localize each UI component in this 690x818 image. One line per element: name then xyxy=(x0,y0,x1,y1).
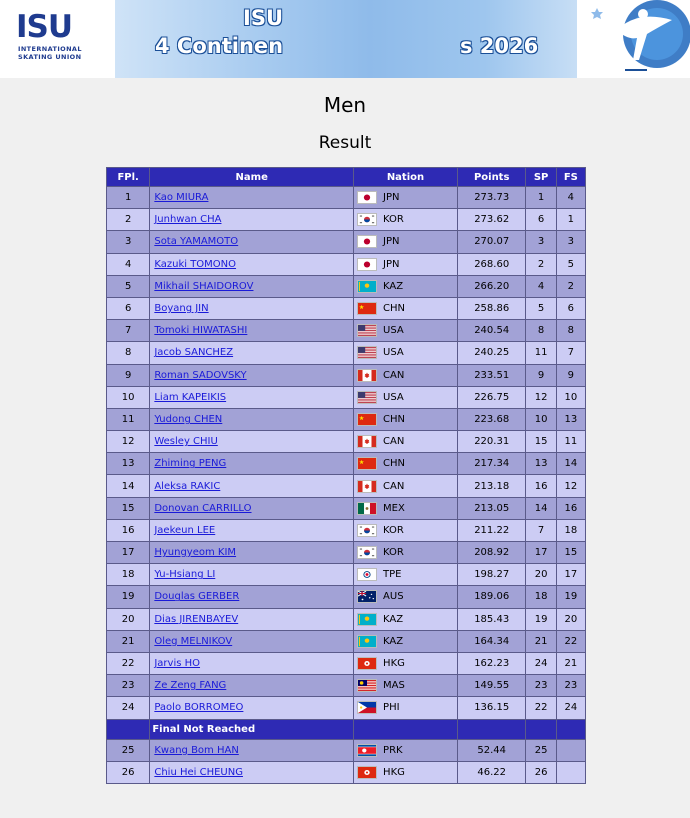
sp-rank-cell: 20 xyxy=(526,564,555,585)
points-cell: 217.34 xyxy=(458,453,526,474)
skater-link[interactable]: Oleg MELNIKOV xyxy=(154,635,233,647)
fs-rank-cell: 15 xyxy=(557,542,585,563)
skater-link[interactable]: Jacob SANCHEZ xyxy=(154,347,234,359)
table-row xyxy=(107,431,585,452)
nation-cell xyxy=(354,298,457,319)
section-blank xyxy=(557,720,585,739)
nation-cell xyxy=(354,209,457,230)
flag-icon xyxy=(357,701,377,714)
section-blank xyxy=(107,720,149,739)
sp-rank-cell: 17 xyxy=(526,542,555,563)
points-cell: 223.68 xyxy=(458,409,526,430)
table-row xyxy=(107,520,585,541)
skater-graphic xyxy=(577,0,690,78)
nation-code: CAN xyxy=(383,369,405,381)
sp-rank-cell: 18 xyxy=(526,586,555,607)
banner-isu-text: ISU xyxy=(243,6,283,30)
sp-rank-cell: 9 xyxy=(526,365,555,386)
nation-cell xyxy=(354,365,457,386)
nation-code: USA xyxy=(383,347,404,359)
place-cell: 5 xyxy=(107,276,149,297)
table-row xyxy=(107,209,585,230)
sp-rank-cell: 16 xyxy=(526,475,555,496)
table-row xyxy=(107,564,585,585)
nation-cell xyxy=(354,609,457,630)
nation-code: KAZ xyxy=(383,280,404,292)
nation-code: CHN xyxy=(383,303,406,315)
nation-cell xyxy=(354,276,457,297)
points-cell: 268.60 xyxy=(458,254,526,275)
sp-rank-cell: 1 xyxy=(526,187,555,208)
nation-code: CHN xyxy=(383,413,406,425)
fs-rank-cell: 13 xyxy=(557,409,585,430)
fs-rank-cell: 23 xyxy=(557,675,585,696)
flag-icon xyxy=(357,280,377,293)
place-cell: 26 xyxy=(107,762,149,783)
place-cell: 12 xyxy=(107,431,149,452)
place-cell: 18 xyxy=(107,564,149,585)
place-cell: 24 xyxy=(107,697,149,718)
points-cell: 273.73 xyxy=(458,187,526,208)
fs-rank-cell: 12 xyxy=(557,475,585,496)
points-cell: 149.55 xyxy=(458,675,526,696)
nation-cell xyxy=(354,740,457,761)
results-body xyxy=(107,187,585,783)
name-cell xyxy=(150,387,353,408)
fs-rank-cell: 16 xyxy=(557,498,585,519)
sp-rank-cell: 4 xyxy=(526,276,555,297)
flag-icon xyxy=(357,546,377,559)
sp-rank-cell: 22 xyxy=(526,697,555,718)
nation-cell xyxy=(354,320,457,341)
skater-link[interactable]: Mikhail SHAIDOROV xyxy=(154,280,254,292)
skater-link[interactable]: Paolo BORROMEO xyxy=(154,702,244,714)
section-label: Final Not Reached xyxy=(150,720,353,739)
nation-code: AUS xyxy=(383,591,404,603)
skater-link[interactable]: Junhwan CHA xyxy=(154,214,222,226)
points-cell: 240.25 xyxy=(458,342,526,363)
skater-link[interactable]: Donovan CARRILLO xyxy=(154,502,252,514)
points-cell: 198.27 xyxy=(458,564,526,585)
skater-link[interactable]: Kao MIURA xyxy=(154,192,209,204)
flag-icon xyxy=(357,613,377,626)
nation-code: KOR xyxy=(383,547,404,559)
nation-cell xyxy=(354,475,457,496)
flag-icon xyxy=(357,457,377,470)
place-cell: 13 xyxy=(107,453,149,474)
flag-icon xyxy=(357,679,377,692)
table-row xyxy=(107,409,585,430)
sp-rank-cell: 26 xyxy=(526,762,555,783)
flag-icon xyxy=(357,524,377,537)
flag-icon xyxy=(357,302,377,315)
sp-rank-cell: 8 xyxy=(526,320,555,341)
name-cell xyxy=(150,298,353,319)
sp-rank-cell: 21 xyxy=(526,631,555,652)
flag-icon xyxy=(357,235,377,248)
flag-icon xyxy=(357,369,377,382)
points-cell: 266.20 xyxy=(458,276,526,297)
table-row xyxy=(107,231,585,252)
name-cell xyxy=(150,453,353,474)
flag-icon xyxy=(357,324,377,337)
page-title: Men xyxy=(323,93,367,117)
sp-rank-cell: 19 xyxy=(526,609,555,630)
sp-rank-cell: 7 xyxy=(526,520,555,541)
nation-code: TPE xyxy=(383,569,402,581)
place-cell: 21 xyxy=(107,631,149,652)
name-cell xyxy=(150,276,353,297)
table-row xyxy=(107,498,585,519)
fs-rank-cell: 11 xyxy=(557,431,585,452)
fs-rank-cell: 8 xyxy=(557,320,585,341)
sp-rank-cell: 11 xyxy=(526,342,555,363)
points-cell: 273.62 xyxy=(458,209,526,230)
name-cell xyxy=(150,740,353,761)
skater-link[interactable]: Douglas GERBER xyxy=(154,591,240,603)
fs-rank-cell: 17 xyxy=(557,564,585,585)
place-cell: 25 xyxy=(107,740,149,761)
place-cell: 2 xyxy=(107,209,149,230)
place-cell: 3 xyxy=(107,231,149,252)
table-row xyxy=(107,475,585,496)
table-header-row xyxy=(107,168,585,186)
nation-cell xyxy=(354,631,457,652)
section-blank xyxy=(526,720,555,739)
name-cell xyxy=(150,586,353,607)
nation-code: KOR xyxy=(383,214,404,226)
table-row xyxy=(107,740,585,761)
sp-rank-cell: 24 xyxy=(526,653,555,674)
skater-link[interactable]: Aleksa RAKIC xyxy=(154,480,221,492)
sp-rank-cell: 10 xyxy=(526,409,555,430)
place-cell: 20 xyxy=(107,609,149,630)
skater-link[interactable]: Sota YAMAMOTO xyxy=(154,236,239,248)
points-cell: 52.44 xyxy=(458,740,526,761)
fs-rank-cell: 22 xyxy=(557,631,585,652)
points-cell: 233.51 xyxy=(458,365,526,386)
sp-rank-cell: 23 xyxy=(526,675,555,696)
fs-rank-cell: 21 xyxy=(557,653,585,674)
skater-link[interactable]: Jaekeun LEE xyxy=(154,524,216,536)
section-blank xyxy=(354,720,457,739)
header-points: Points xyxy=(458,168,526,186)
nation-cell xyxy=(354,409,457,430)
name-cell xyxy=(150,542,353,563)
nation-cell xyxy=(354,653,457,674)
nation-cell xyxy=(354,675,457,696)
flag-icon xyxy=(357,391,377,404)
points-cell: 258.86 xyxy=(458,298,526,319)
nation-cell xyxy=(354,387,457,408)
section-row-final-not-reached xyxy=(107,720,585,739)
nation-cell xyxy=(354,431,457,452)
place-cell: 17 xyxy=(107,542,149,563)
fs-rank-cell: 5 xyxy=(557,254,585,275)
name-cell xyxy=(150,675,353,696)
table-row xyxy=(107,276,585,297)
fs-rank-cell: 6 xyxy=(557,298,585,319)
place-cell: 23 xyxy=(107,675,149,696)
banner-title-area xyxy=(115,0,577,78)
flag-icon xyxy=(357,258,377,271)
skater-link[interactable]: Boyang JIN xyxy=(154,303,209,315)
skater-link[interactable]: Zhiming PENG xyxy=(154,458,227,470)
nation-cell xyxy=(354,564,457,585)
header-nation: Nation xyxy=(354,168,457,186)
flag-icon xyxy=(357,635,377,648)
nation-code: PHI xyxy=(383,702,400,714)
page-subtitle: Result xyxy=(318,133,372,153)
name-cell xyxy=(150,209,353,230)
table-row xyxy=(107,187,585,208)
skater-link[interactable]: Tomoki HIWATASHI xyxy=(154,325,248,337)
table-row xyxy=(107,320,585,341)
nation-code: MEX xyxy=(383,502,405,514)
sp-rank-cell: 25 xyxy=(526,740,555,761)
points-cell: 164.34 xyxy=(458,631,526,652)
banner-event-name: 4 Continen xyxy=(155,34,284,58)
place-cell: 9 xyxy=(107,365,149,386)
skater-link[interactable]: Yu-Hsiang LI xyxy=(154,569,216,581)
table-row xyxy=(107,365,585,386)
table-row xyxy=(107,609,585,630)
flag-icon xyxy=(357,435,377,448)
nation-code: JPN xyxy=(383,236,400,248)
sp-rank-cell: 5 xyxy=(526,298,555,319)
nation-cell xyxy=(354,254,457,275)
name-cell xyxy=(150,609,353,630)
points-cell: 226.75 xyxy=(458,387,526,408)
skater-link[interactable]: Hyungyeom KIM xyxy=(154,547,237,559)
name-cell xyxy=(150,520,353,541)
nation-cell xyxy=(354,498,457,519)
name-cell xyxy=(150,475,353,496)
fs-rank-cell: 9 xyxy=(557,365,585,386)
place-cell: 15 xyxy=(107,498,149,519)
nation-code: USA xyxy=(383,325,404,337)
table-row xyxy=(107,631,585,652)
isu-logo-text: ISU xyxy=(16,9,73,45)
fs-rank-cell: 19 xyxy=(557,586,585,607)
points-cell: 185.43 xyxy=(458,609,526,630)
nation-code: JPN xyxy=(383,258,400,270)
flag-icon xyxy=(357,568,377,581)
header-fpl: FPl. xyxy=(107,168,149,186)
points-cell: 270.07 xyxy=(458,231,526,252)
nation-code: CAN xyxy=(383,480,405,492)
place-cell: 11 xyxy=(107,409,149,430)
sp-rank-cell: 13 xyxy=(526,453,555,474)
nation-cell xyxy=(354,762,457,783)
fs-rank-cell: 7 xyxy=(557,342,585,363)
nation-cell xyxy=(354,453,457,474)
flag-icon xyxy=(357,413,377,426)
fs-rank-cell: 24 xyxy=(557,697,585,718)
flag-icon xyxy=(357,213,377,226)
nation-code: CHN xyxy=(383,458,406,470)
skater-link[interactable]: Kazuki TOMONO xyxy=(154,258,237,270)
table-row xyxy=(107,762,585,783)
sp-rank-cell: 12 xyxy=(526,387,555,408)
table-row xyxy=(107,387,585,408)
fs-rank-cell: 18 xyxy=(557,520,585,541)
nation-cell xyxy=(354,697,457,718)
flag-icon xyxy=(357,744,377,757)
place-cell: 22 xyxy=(107,653,149,674)
banner-event-year: s 2026 xyxy=(460,34,539,58)
place-cell: 16 xyxy=(107,520,149,541)
nation-cell xyxy=(354,342,457,363)
nation-cell xyxy=(354,520,457,541)
nation-code: KAZ xyxy=(383,613,404,625)
flag-icon xyxy=(357,590,377,603)
name-cell xyxy=(150,254,353,275)
sp-rank-cell: 15 xyxy=(526,431,555,452)
name-cell xyxy=(150,631,353,652)
isu-logo-subtext: INTERNATIONAL SKATING UNION xyxy=(18,45,82,61)
name-cell xyxy=(150,564,353,585)
skater-link[interactable]: Ze Zeng FANG xyxy=(154,680,227,692)
table-row xyxy=(107,254,585,275)
name-cell xyxy=(150,342,353,363)
skater-link[interactable]: Chiu Hei CHEUNG xyxy=(154,766,243,778)
fs-rank-cell xyxy=(557,762,585,783)
section-blank xyxy=(458,720,526,739)
place-cell: 8 xyxy=(107,342,149,363)
nation-cell xyxy=(354,542,457,563)
place-cell: 10 xyxy=(107,387,149,408)
flag-icon xyxy=(357,766,377,779)
skater-link[interactable]: Roman SADOVSKY xyxy=(154,369,247,381)
points-cell: 211.22 xyxy=(458,520,526,541)
place-cell: 19 xyxy=(107,586,149,607)
name-cell xyxy=(150,762,353,783)
sp-rank-cell: 3 xyxy=(526,231,555,252)
fs-rank-cell: 4 xyxy=(557,187,585,208)
table-row xyxy=(107,697,585,718)
nation-code: JPN xyxy=(383,192,400,204)
points-cell: 208.92 xyxy=(458,542,526,563)
nation-cell xyxy=(354,231,457,252)
sp-rank-cell: 14 xyxy=(526,498,555,519)
nation-cell xyxy=(354,187,457,208)
flag-icon xyxy=(357,480,377,493)
name-cell xyxy=(150,653,353,674)
table-row xyxy=(107,586,585,607)
points-cell: 189.06 xyxy=(458,586,526,607)
nation-code: USA xyxy=(383,391,404,403)
place-cell: 4 xyxy=(107,254,149,275)
nation-code: KOR xyxy=(383,524,404,536)
name-cell xyxy=(150,431,353,452)
table-row xyxy=(107,298,585,319)
fs-rank-cell: 3 xyxy=(557,231,585,252)
event-banner xyxy=(0,0,690,78)
header-name: Name xyxy=(150,168,353,186)
name-cell xyxy=(150,365,353,386)
points-cell: 162.23 xyxy=(458,653,526,674)
place-cell: 7 xyxy=(107,320,149,341)
name-cell xyxy=(150,231,353,252)
nation-code: HKG xyxy=(383,766,405,778)
table-row xyxy=(107,342,585,363)
skater-link[interactable]: Dias JIRENBAYEV xyxy=(154,613,239,625)
fs-rank-cell: 10 xyxy=(557,387,585,408)
place-cell: 1 xyxy=(107,187,149,208)
points-cell: 136.15 xyxy=(458,697,526,718)
nation-code: HKG xyxy=(383,658,405,670)
name-cell xyxy=(150,320,353,341)
flag-icon xyxy=(357,346,377,359)
results-table xyxy=(106,167,586,784)
flag-icon xyxy=(357,657,377,670)
table-row xyxy=(107,653,585,674)
points-cell: 240.54 xyxy=(458,320,526,341)
points-cell: 213.05 xyxy=(458,498,526,519)
isu-logo[interactable] xyxy=(0,0,114,78)
fs-rank-cell: 2 xyxy=(557,276,585,297)
nation-code: KAZ xyxy=(383,635,404,647)
skater-link[interactable]: Jarvis HO xyxy=(154,658,201,670)
fs-rank-cell: 1 xyxy=(557,209,585,230)
nation-cell xyxy=(354,586,457,607)
sp-rank-cell: 2 xyxy=(526,254,555,275)
skater-link[interactable]: Wesley CHIU xyxy=(154,436,218,448)
header-sp: SP xyxy=(526,168,555,186)
name-cell xyxy=(150,409,353,430)
name-cell xyxy=(150,187,353,208)
sp-rank-cell: 6 xyxy=(526,209,555,230)
nation-code: MAS xyxy=(383,680,405,692)
table-row xyxy=(107,675,585,696)
fs-rank-cell xyxy=(557,740,585,761)
fs-rank-cell: 20 xyxy=(557,609,585,630)
points-cell: 213.18 xyxy=(458,475,526,496)
fs-rank-cell: 14 xyxy=(557,453,585,474)
place-cell: 6 xyxy=(107,298,149,319)
table-row xyxy=(107,453,585,474)
flag-icon xyxy=(357,502,377,515)
flag-icon xyxy=(357,191,377,204)
header-fs: FS xyxy=(557,168,585,186)
nation-code: PRK xyxy=(383,744,403,756)
table-row xyxy=(107,542,585,563)
name-cell xyxy=(150,697,353,718)
skater-link[interactable]: Kwang Bom HAN xyxy=(154,744,239,756)
name-cell xyxy=(150,498,353,519)
place-cell: 14 xyxy=(107,475,149,496)
skater-link[interactable]: Yudong CHEN xyxy=(154,413,223,425)
nation-code: CAN xyxy=(383,436,405,448)
skater-link[interactable]: Liam KAPEIKIS xyxy=(154,391,227,403)
points-cell: 220.31 xyxy=(458,431,526,452)
points-cell: 46.22 xyxy=(458,762,526,783)
